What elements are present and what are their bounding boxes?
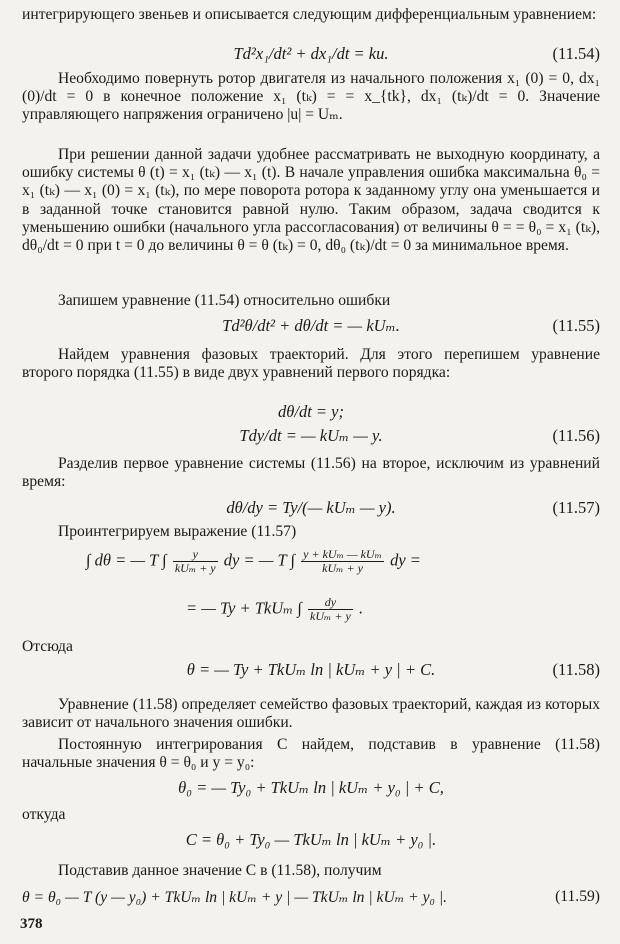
fraction-denominator: kUₘ + y: [322, 561, 363, 575]
fraction-denominator: kUₘ + y: [174, 561, 216, 575]
equation-formula: θ = θ₀ — T (y — y₀) + TkUₘ ln | kUₘ + y | — TkUₘ ln | kUₘ + y₀ |.: [22, 889, 448, 906]
paragraph-error: При решении данной задачи удобнее рассматривать не выходную координату, а ошибку системы θ (t) = x₁ (tₖ) — x₁ (t). В начале управления ошибка максимальна θ₀ = x₁ (tₖ) — x₁ (0) = x₁ (tₖ), по мере поворота ротора к заданному углу она уменьшается и в заданной точке становится равной нулю. Таким образом, задача сводится к уменьшению ошибки (начального угла рассогласования) от величины θ = = θ₀ = x₁ (tₖ), dθ₀/dt = 0 при t = 0 до величины θ = θ (tₖ) = 0, dθ₀ (tₖ)/dt = 0 за минимальное время.: [22, 146, 600, 255]
paragraph-intro: интегрирующего звеньев и описывается следующим дифференциальным уравнением:: [22, 6, 597, 23]
integral-end-dot: .: [358, 598, 364, 618]
integral-result: = — Ty + TkUₘ ∫: [186, 598, 302, 618]
fraction-numerator: dy: [308, 596, 353, 610]
page-number: 378: [20, 916, 43, 932]
equation-formula: dθ/dy = Ty/(— kUₘ — y).: [226, 498, 396, 517]
integral-end: dy =: [390, 550, 421, 570]
equation-11-57: [22, 498, 600, 520]
equation-11-56b: [22, 426, 600, 448]
paragraph-constant: Постоянную интегрирования C найдем, подставив в уравнение (11.58) начальные значения θ = θ₀ и y = y₀:: [22, 736, 600, 772]
paragraph-divide: Разделив первое уравнение системы (11.56) на второе, исключим из уравнений время:: [22, 455, 600, 491]
equation-11-58: [22, 660, 600, 682]
equation-number: (11.59): [555, 888, 600, 905]
paragraph-substitute: Подставив данное значение C в (11.58), получим: [58, 862, 382, 879]
fraction-numerator: y: [173, 548, 218, 562]
equation-integral-line1: [86, 548, 421, 575]
equation-formula: Td²x₁/dt² + dx₁/dt = ku.: [233, 44, 389, 63]
equation-number: (11.58): [552, 660, 600, 679]
integral-left: ∫ dθ = — T ∫: [86, 550, 167, 570]
fraction-numerator: y + kUₘ — kUₘ: [303, 547, 382, 561]
paragraph-family: Уравнение (11.58) определяет семейство фазовых траекторий, каждая из которых зависит от начального значения ошибки.: [22, 696, 600, 732]
equation-formula: Tdy/dt = — kUₘ — y.: [239, 426, 383, 445]
paragraph-phase: Найдем уравнения фазовых траекторий. Для этого перепишем уравнение второго порядка (11.55) в виде двух уравнений первого порядка:: [22, 346, 600, 382]
fraction-denominator: kUₘ + y: [310, 609, 351, 623]
equation-11-54: [22, 44, 600, 66]
paragraph-rewrite: Запишем уравнение (11.54) относительно ошибки: [58, 292, 391, 309]
equation-11-56a: [22, 402, 600, 424]
equation-number: (11.56): [552, 426, 600, 445]
equation-initial: [22, 778, 600, 800]
fraction-3: [308, 596, 353, 623]
paragraph-hence: Отсюда: [22, 638, 73, 655]
equation-formula: θ₀ = — Ty₀ + TkUₘ ln | kUₘ + y₀ | + C,: [178, 778, 444, 797]
equation-integral-line2: [186, 596, 363, 623]
integral-middle: dy = — T ∫: [223, 550, 296, 570]
equation-number: (11.57): [552, 498, 600, 517]
equation-formula: C = θ₀ + Ty₀ — TkUₘ ln | kUₘ + y₀ |.: [185, 830, 437, 849]
equation-11-55: [22, 316, 600, 338]
equation-formula: Td²θ/dt² + dθ/dt = — kUₘ.: [222, 316, 400, 335]
fraction-2: [301, 548, 384, 575]
paragraph-whence: откуда: [22, 806, 66, 823]
equation-constant: [22, 830, 600, 852]
equation-number: (11.55): [552, 316, 600, 335]
equation-11-59: [22, 888, 600, 910]
paragraph-problem: Необходимо повернуть ротор двигателя из начального положения x₁ (0) = 0, dx₁ (0)/dt = 0 в конечное положение x₁ (tₖ) = = x_{tk}, dx₁ (tₖ)/dt = 0. Значение управляющего напряжения ограничено |u| = Uₘ.: [22, 70, 600, 124]
equation-number: (11.54): [552, 44, 600, 63]
fraction-1: [173, 548, 218, 575]
paragraph-integrate: Проинтегрируем выражение (11.57): [58, 523, 297, 540]
equation-formula: θ = — Ty + TkUₘ ln | kUₘ + y | + C.: [186, 660, 436, 679]
equation-formula: dθ/dt = y;: [278, 402, 344, 421]
